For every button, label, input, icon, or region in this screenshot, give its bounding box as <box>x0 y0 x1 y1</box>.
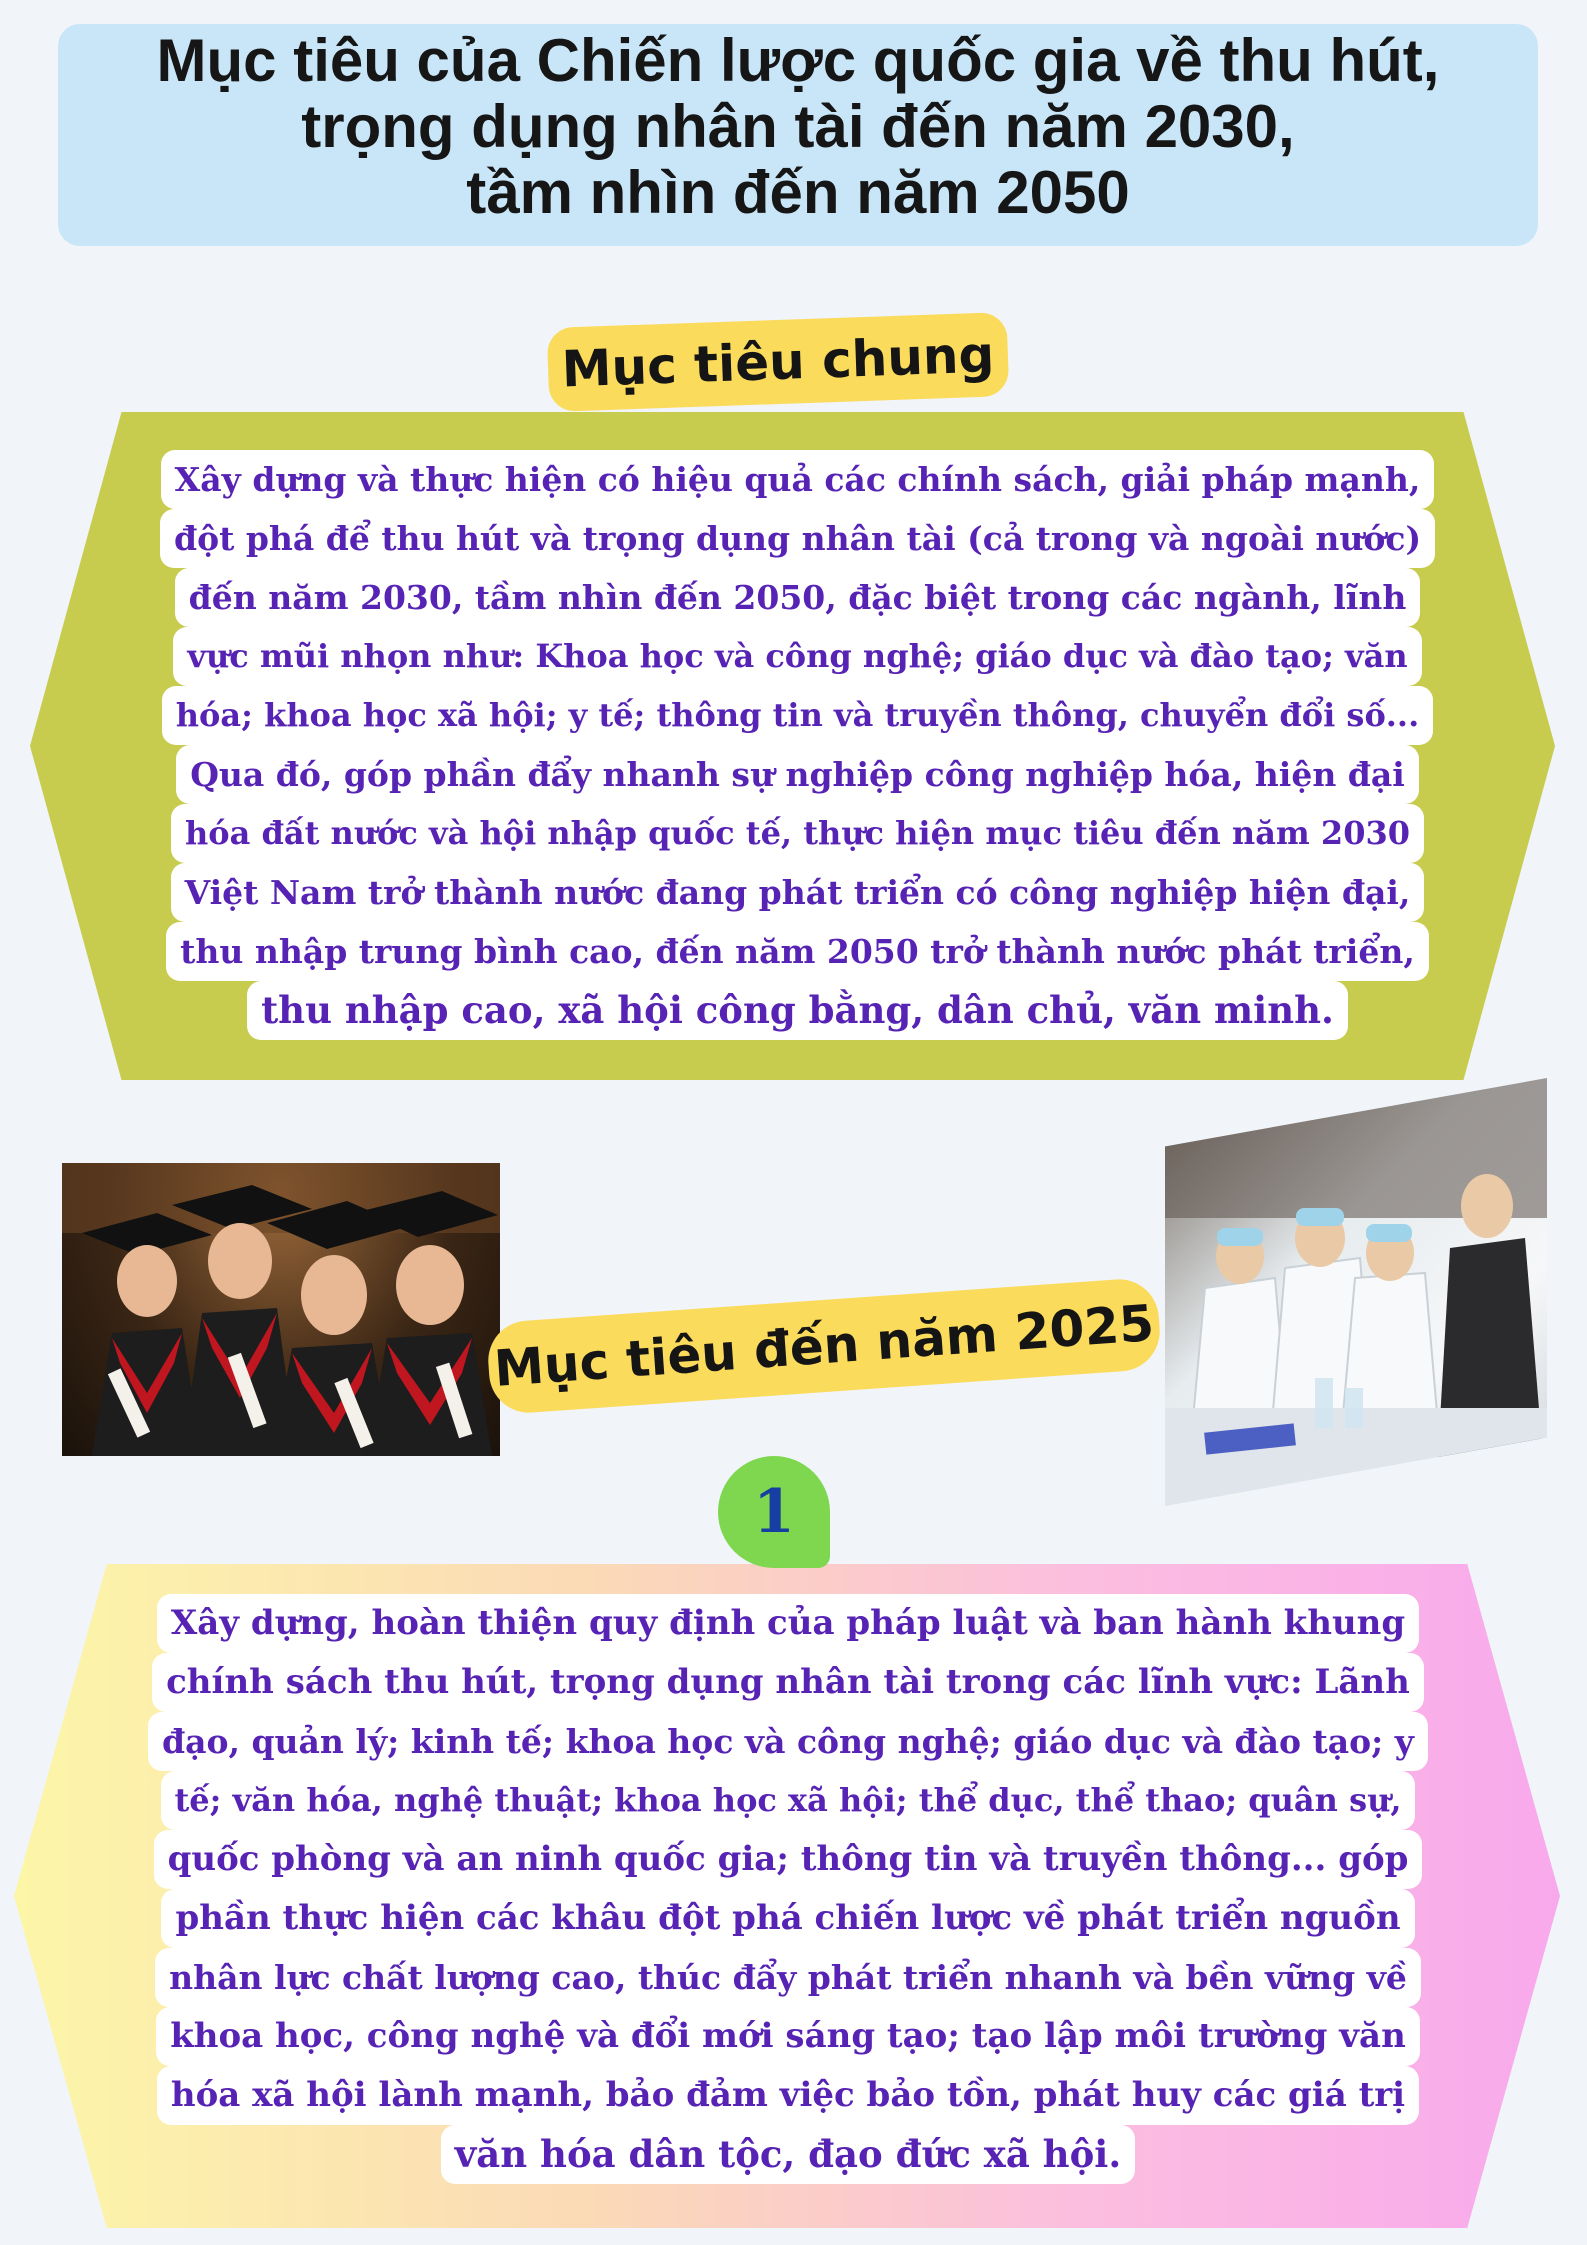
general-goal-line: thu nhập trung bình cao, đến năm 2050 trở thành nước phát triển, <box>166 922 1429 981</box>
goal-2025-line: khoa học, công nghệ và đổi mới sáng tạo; tạo lập môi trường văn <box>156 2007 1420 2066</box>
page-title-line: tầm nhìn đến năm 2050 <box>466 159 1130 226</box>
goal-2025-line: Xây dựng, hoàn thiện quy định của pháp luật và ban hành khung <box>157 1594 1419 1653</box>
general-goal-line: Xây dựng và thực hiện có hiệu quả các chính sách, giải pháp mạnh, <box>161 450 1435 509</box>
general-goal-line: hóa; khoa học xã hội; y tế; thông tin và truyền thông, chuyển đổi số... <box>162 686 1433 745</box>
goal-2025-line: quốc phòng và an ninh quốc gia; thông tin và truyền thông... góp <box>154 1830 1423 1889</box>
goal-2025-text <box>148 1594 1428 2184</box>
general-goal-text <box>160 450 1435 1040</box>
page-title <box>58 28 1538 226</box>
graduates-photo <box>62 1163 500 1456</box>
general-goal-line: thu nhập cao, xã hội công bằng, dân chủ, văn minh. <box>247 981 1348 1040</box>
goal-2025-line: văn hóa dân tộc, đạo đức xã hội. <box>441 2125 1135 2184</box>
goal-2025-line: tế; văn hóa, nghệ thuật; khoa học xã hội; thể dục, thể thao; quân sự, <box>161 1771 1416 1830</box>
general-goal-label: Mục tiêu chung <box>547 312 1010 412</box>
goal-2025-line: hóa xã hội lành mạnh, bảo đảm việc bảo tồn, phát huy các giá trị <box>157 2066 1419 2125</box>
general-goal-line: Việt Nam trở thành nước đang phát triển có công nghiệp hiện đại, <box>171 863 1425 922</box>
general-goal-line: vực mũi nhọn như: Khoa học và công nghệ; giáo dục và đào tạo; văn <box>173 627 1421 686</box>
goal-2025-label: Mục tiêu đến năm 2025 <box>486 1277 1163 1416</box>
general-goal-line: hóa đất nước và hội nhập quốc tế, thực hiện mục tiêu đến năm 2030 <box>171 804 1424 863</box>
page-title-line: Mục tiêu của Chiến lược quốc gia về thu hút, <box>156 27 1440 94</box>
laboratory-photo <box>1165 1078 1547 1506</box>
goal-2025-line: phần thực hiện các khâu đột phá chiến lược về phát triển nguồn <box>161 1889 1414 1948</box>
general-goal-line: Qua đó, góp phần đẩy nhanh sự nghiệp công nghiệp hóa, hiện đại <box>176 745 1419 804</box>
general-goal-line: đột phá để thu hút và trọng dụng nhân tài (cả trong và ngoài nước) <box>160 509 1435 568</box>
goal-2025-line: đạo, quản lý; kinh tế; khoa học và công nghệ; giáo dục và đào tạo; y <box>148 1712 1428 1771</box>
general-goal-line: đến năm 2030, tầm nhìn đến 2050, đặc biệt trong các ngành, lĩnh <box>175 568 1421 627</box>
page-title-line: trọng dụng nhân tài đến năm 2030, <box>301 93 1295 160</box>
goal-number-badge: 1 <box>718 1456 830 1568</box>
goal-2025-line: chính sách thu hút, trọng dụng nhân tài trong các lĩnh vực: Lãnh <box>152 1653 1424 1712</box>
goal-2025-line: nhân lực chất lượng cao, thúc đẩy phát triển nhanh và bền vững về <box>155 1948 1421 2007</box>
